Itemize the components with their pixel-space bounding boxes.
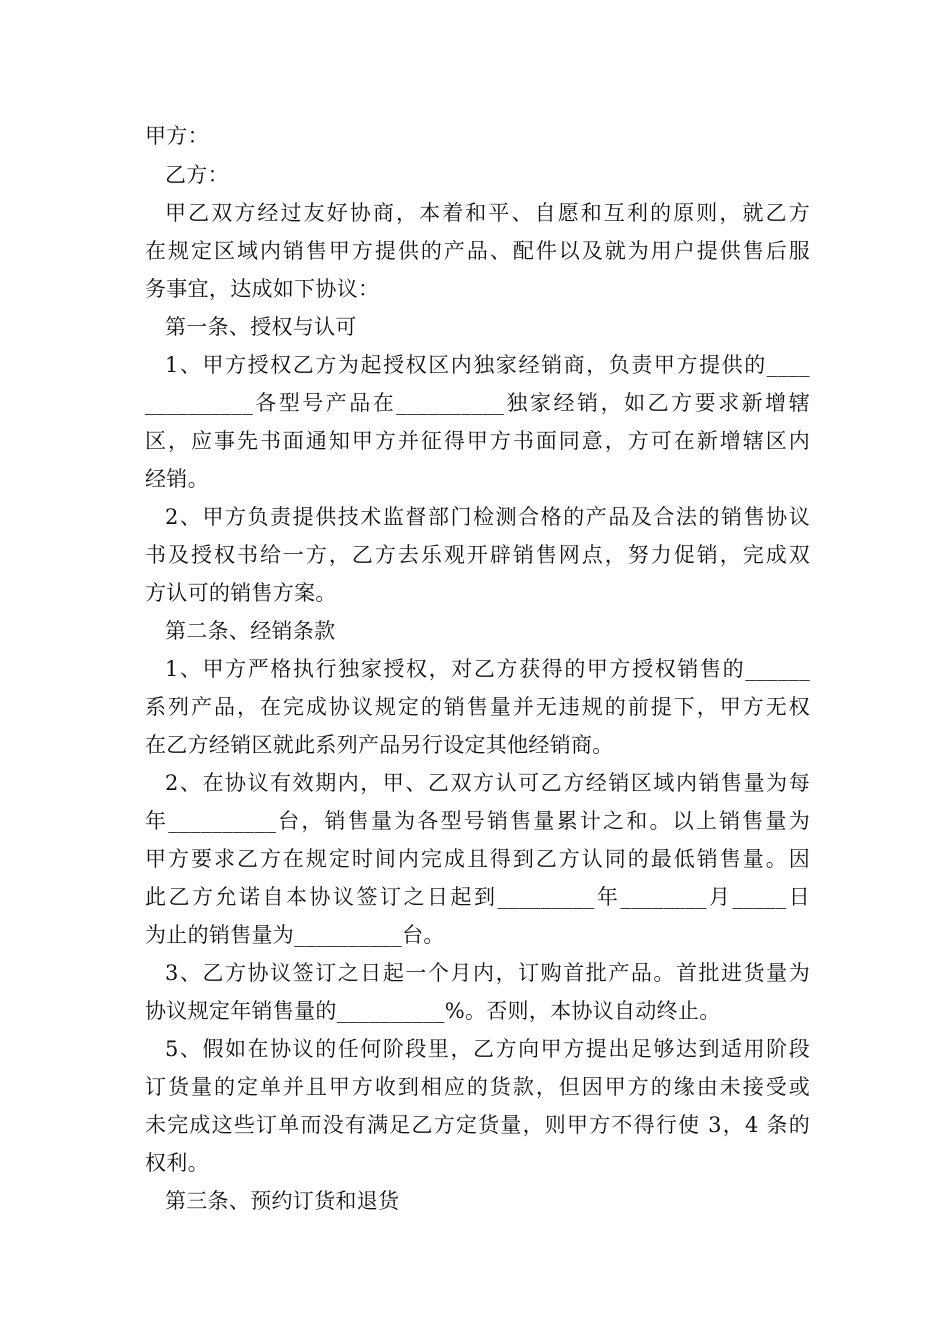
party-a-label: 甲方： — [145, 124, 209, 148]
article-3-title: 第三条、预约订货和退货 — [165, 1189, 400, 1213]
paragraph-line: 权利。 — [145, 1151, 209, 1175]
paragraph-line: 年__________台，销售量为各型号销售量累计之和。以上销售量为 — [145, 809, 810, 833]
paragraph-line: 协议规定年销售量的__________%。否则，本协议自动终止。 — [145, 999, 721, 1023]
paragraph-line: 3、乙方协议签订之日起一个月内，订购首批产品。首批进货量为 — [165, 961, 810, 985]
intro-line: 在规定区域内销售甲方提供的产品、配件以及就为用户提供售后服 — [145, 239, 810, 263]
paragraph-line: 2、甲方负责提供技术监督部门检测合格的产品及合法的销售协议 — [165, 505, 810, 529]
paragraph-line: 2、在协议有效期内，甲、乙双方认可乙方经销区域内销售量为每 — [165, 771, 810, 795]
paragraph-line: 区，应事先书面通知甲方并征得甲方书面同意，方可在新增辖区内 — [145, 429, 810, 453]
paragraph-line: 1、甲方授权乙方为起授权区内独家经销商，负责甲方提供的____ — [165, 353, 810, 377]
paragraph-line: 方认可的销售方案。 — [145, 581, 337, 605]
paragraph-line: 5、假如在协议的任何阶段里，乙方向甲方提出足够达到适用阶段 — [165, 1037, 810, 1061]
article-1-title: 第一条、授权与认可 — [165, 315, 357, 339]
paragraph-line: 书及授权书给一方，乙方去乐观开辟销售网点，努力促销，完成双 — [145, 543, 810, 567]
intro-line: 务事宜，达成如下协议： — [145, 277, 380, 301]
paragraph-line: 此乙方允诺自本协议签订之日起到_________年________月_____日 — [145, 885, 810, 909]
party-b-label: 乙方： — [165, 163, 229, 187]
paragraph-line: 未完成这些订单而没有满足乙方定货量，则甲方不得行使 3，4 条的 — [145, 1113, 810, 1137]
paragraph-line: 系列产品，在完成协议规定的销售量并无违规的前提下，甲方无权 — [145, 695, 810, 719]
paragraph-line: 为止的销售量为__________台。 — [145, 923, 445, 947]
paragraph-line: 在乙方经销区就此系列产品另行设定其他经销商。 — [145, 733, 614, 757]
intro-line: 甲乙双方经过友好协商，本着和平、自愿和互利的原则，就乙方 — [165, 201, 810, 225]
paragraph-line: 甲方要求乙方在规定时间内完成且得到乙方认同的最低销售量。因 — [145, 847, 810, 871]
paragraph-line: __________各型号产品在__________独家经销，如乙方要求新增辖 — [145, 391, 810, 415]
paragraph-line: 订货量的定单并且甲方收到相应的货款，但因甲方的缘由未接受或 — [145, 1075, 810, 1099]
article-2-title: 第二条、经销条款 — [165, 619, 336, 643]
paragraph-line: 经销。 — [145, 467, 209, 491]
paragraph-line: 1、甲方严格执行独家授权，对乙方获得的甲方授权销售的______ — [165, 657, 810, 681]
